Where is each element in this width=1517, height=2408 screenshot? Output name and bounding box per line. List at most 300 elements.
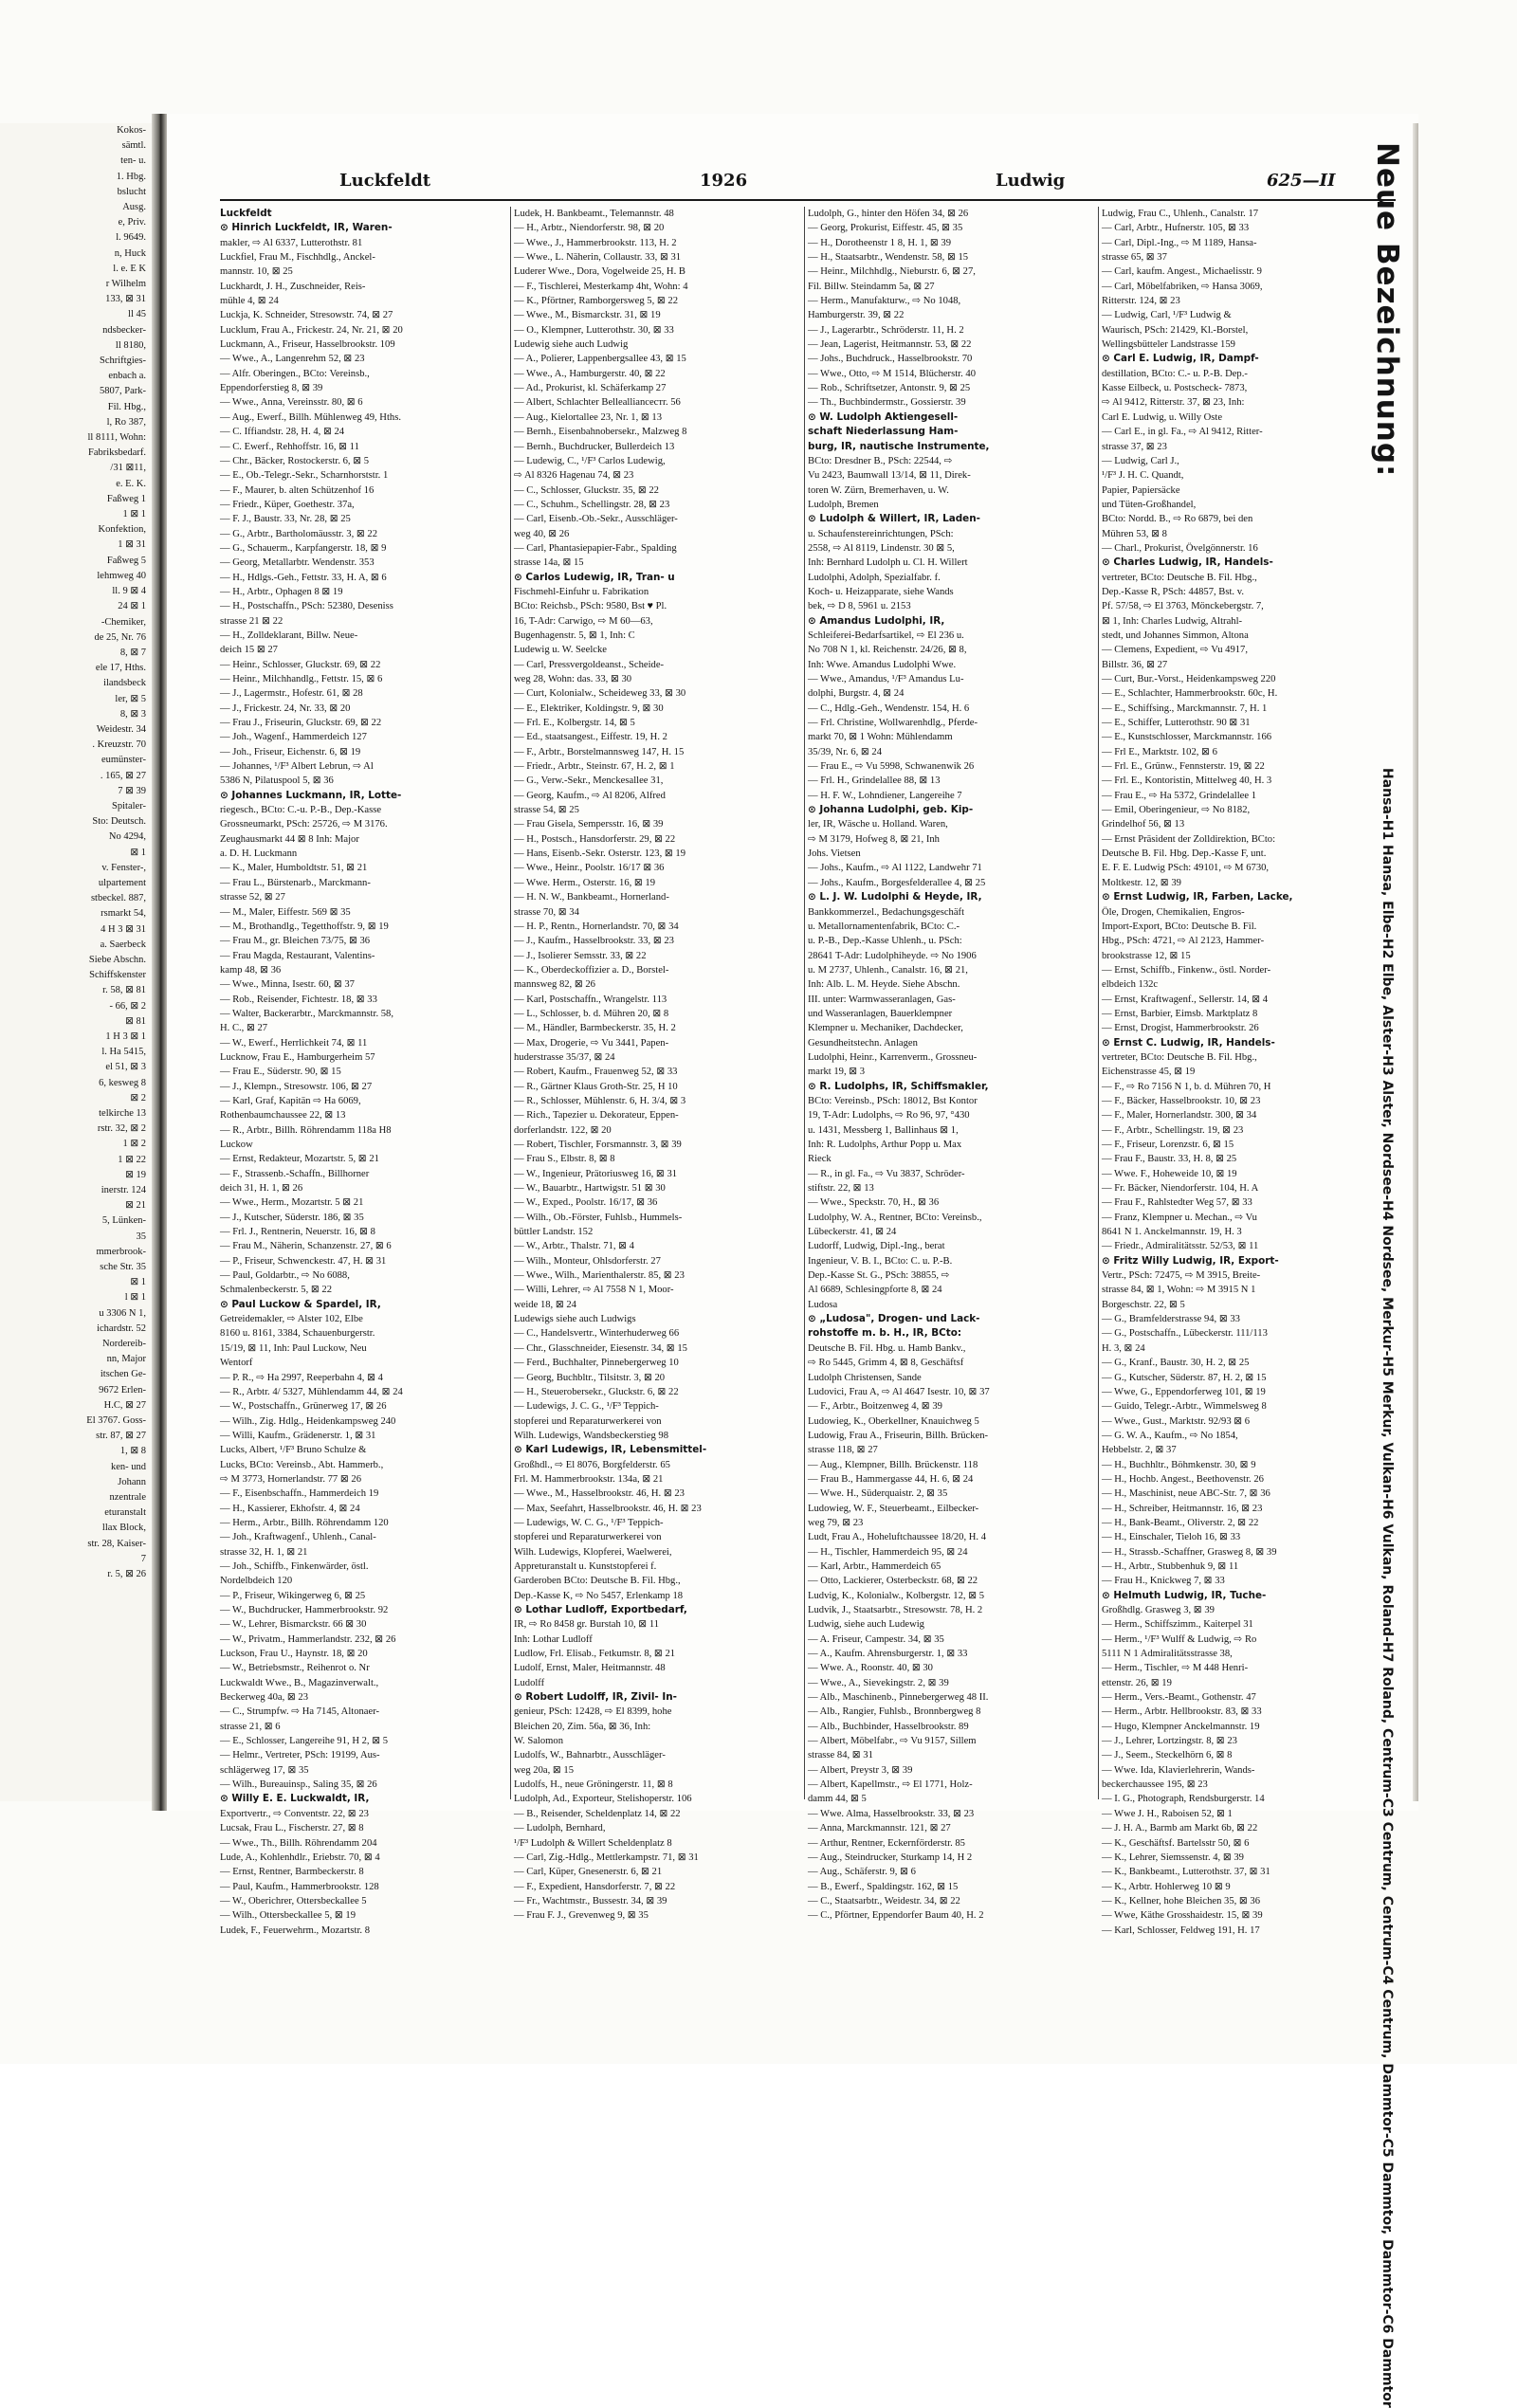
- previous-page-line: Spitaler-: [112, 800, 146, 812]
- previous-page-line: H.C, ⊠ 27: [103, 1399, 146, 1411]
- directory-entry: — Wwe. Herm., Osterstr. 16, ⊠ 19: [514, 877, 656, 888]
- directory-entry: — Ludwig, Carl, ¹/F³ Ludwig &: [1102, 310, 1232, 321]
- directory-entry: — P. R., ⇨ Ha 2997, Reeperbahn 4, ⊠ 4: [220, 1372, 383, 1383]
- directory-entry: — H., Staatsarbtr., Wendenstr. 58, ⊠ 15: [808, 252, 969, 264]
- directory-entry: — J., Klempn., Stresowstr. 106, ⊠ 27: [220, 1081, 373, 1092]
- directory-entry: Großhdlg. Grasweg 3, ⊠ 39: [1102, 1605, 1215, 1615]
- directory-entry: schaft Niederlassung Ham-: [808, 426, 959, 438]
- directory-entry: — H. N. W., Bankbeamt., Hornerland-: [514, 892, 669, 903]
- directory-entry: u. P.-B., Dep.-Kasse Uhlenh., u. PSch:: [808, 936, 962, 947]
- directory-entry: No 708 N 1, kl. Reichenstr. 24/26, ⊠ 8,: [808, 645, 967, 656]
- previous-page-line: ll 45: [128, 309, 146, 320]
- previous-page-line: ⊠ 19: [125, 1169, 146, 1180]
- directory-entry: — K., Maler, Humboldtstr. 51, ⊠ 21: [220, 863, 368, 874]
- directory-entry: — Frl. E., Grünw., Fennsterstr. 19, ⊠ 22: [1102, 761, 1265, 773]
- directory-entry: — Aug., Schäferstr. 9, ⊠ 6: [808, 1867, 916, 1878]
- directory-entry: ⇨ Ro 5445, Grimm 4, ⊠ 8, Geschäftsf: [808, 1358, 964, 1369]
- directory-entry: — Frau J., Friseurin, Gluckstr. 69, ⊠ 22: [220, 718, 382, 729]
- directory-entry: — C. Iffiandstr. 28, H. 4, ⊠ 24: [220, 427, 345, 438]
- directory-entry: Inh: R. Ludolphs, Arthur Popp u. Max: [808, 1140, 962, 1150]
- directory-entry: — Albert, Kapellmstr., ⇨ El 1771, Holz-: [808, 1779, 973, 1791]
- directory-entry: — Frl. E., Kontoristin, Mittelweg 40, H. 3: [1102, 775, 1272, 787]
- directory-entry: — Albert, Preystr 3, ⊠ 39: [808, 1764, 913, 1776]
- directory-entry: Rothenbaumchaussee 22, ⊠ 13: [220, 1110, 346, 1122]
- directory-entry: — A., Polierer, Lappenbergsallee 43, ⊠ 15: [514, 354, 686, 365]
- directory-entry: — Robert, Tischler, Forsmannstr. 3, ⊠ 39: [514, 1140, 682, 1150]
- previous-page-line: nzentrale: [109, 1492, 146, 1504]
- directory-entry: strasse 70, ⊠ 34: [514, 906, 579, 918]
- previous-page-line: l. e. E K: [113, 263, 146, 274]
- directory-entry: — Aug., Klempner, Billh. Brückenstr. 118: [808, 1459, 978, 1470]
- directory-entry: — Ed., staatsangest., Eiffestr. 19, H. 2: [514, 732, 667, 743]
- directory-entry: strasse 14a, ⊠ 15: [514, 557, 584, 569]
- directory-entry: — K., Lehrer, Siemssenstr. 4, ⊠ 39: [1102, 1852, 1244, 1863]
- directory-entry: — Max, Seefahrt, Hasselbrookstr. 46, H. ⊠ 23: [514, 1503, 702, 1514]
- column-divider: [804, 207, 805, 1799]
- directory-entry: Wellingsbütteler Landstrasse 159: [1102, 339, 1235, 351]
- directory-entry: — Wwe., Herm., Mozartstr. 5 ⊠ 21: [220, 1197, 364, 1209]
- directory-entry: — W., Oberichrer, Ottersbeckallee 5: [220, 1895, 367, 1906]
- directory-entry: Lübeckerstr. 41, ⊠ 24: [808, 1227, 897, 1238]
- directory-entry: — Alb., Rangier, Fuhlsb., Bronnbergweg 8: [808, 1706, 981, 1718]
- directory-entry: — Chr., Glasschneider, Eiesenstr. 34, ⊠ 15: [514, 1342, 687, 1354]
- previous-page-line: str. 87, ⊠ 27: [96, 1431, 146, 1442]
- directory-entry: BCto: Nordd. B., ⇨ Ro 6879, bei den: [1102, 514, 1253, 525]
- directory-entry: — Joh., Wagenf., Hammerdeich 127: [220, 732, 367, 743]
- directory-entry: — W., Privatm., Hammerlandstr. 232, ⊠ 26: [220, 1633, 396, 1645]
- directory-entry: — E., Kunstschlosser, Marckmannstr. 166: [1102, 732, 1272, 743]
- directory-entry: — F., Friseur, Lorenzstr. 6, ⊠ 15: [1102, 1140, 1234, 1150]
- directory-entry: Grossneumarkt, PSch: 25726, ⇨ M 3176.: [220, 819, 388, 830]
- directory-entry: Vu 2423, Baumwall 13/14, ⊠ 11, Direk-: [808, 470, 971, 482]
- directory-entry: mannstr. 10, ⊠ 25: [220, 266, 293, 278]
- directory-entry: — Paul, Kaufm., Hammerbrookstr. 128: [220, 1881, 379, 1892]
- directory-entry: BCto: Vereinsb., PSch: 18012, Bst Kontor: [808, 1095, 978, 1106]
- directory-entry: — K., Kellner, hohe Bleichen 35, ⊠ 36: [1102, 1895, 1261, 1906]
- directory-entry: ¹/F³ Ludolph & Willert Scheldenplatz 8: [514, 1837, 672, 1849]
- header-left-word: Luckfeldt: [339, 171, 431, 191]
- directory-entry: ⇨ Al 9412, Ritterstr. 37, ⊠ 23, Inh:: [1102, 397, 1245, 409]
- previous-page-line: 1 ⊠ 31: [118, 539, 146, 551]
- directory-entry: — J., Lagerarbtr., Schröderstr. 11, H. 2: [808, 324, 964, 336]
- directory-entry: Exportvertr., ⇨ Conventstr. 22, ⊠ 23: [220, 1808, 369, 1819]
- directory-entry: — M., Händler, Barmbeckerstr. 35, H. 2: [514, 1023, 676, 1034]
- directory-entry: — Herm., Arbtr., Billh. Röhrendamm 120: [220, 1517, 389, 1528]
- directory-entry: Luckfeldt: [220, 208, 272, 219]
- previous-page-line: 133, ⊠ 31: [105, 294, 146, 305]
- directory-entry: — J. H. A., Barmb am Markt 6b, ⊠ 22: [1102, 1823, 1258, 1834]
- directory-entry: Hebbelstr. 2, ⊠ 37: [1102, 1445, 1177, 1456]
- directory-entry: — J., Kaufm., Hasselbrookstr. 33, ⊠ 23: [514, 936, 674, 947]
- directory-entry: Ludosa: [808, 1299, 838, 1310]
- directory-entry: Lude, A., Kohlenhdlr., Eriebstr. 70, ⊠ 4: [220, 1852, 380, 1863]
- directory-entry: — Clemens, Expedient, ⇨ Vu 4917,: [1102, 645, 1248, 656]
- directory-entry: — Ernst Präsident der Zolldirektion, BCto:: [1102, 833, 1276, 845]
- directory-entry: — Herm., Arbtr. Hellbrookstr. 83, ⊠ 33: [1102, 1706, 1262, 1718]
- directory-entry: Ludolph, G., hinter den Höfen 34, ⊠ 26: [808, 209, 969, 219]
- directory-entry: Borgeschstr. 22, ⊠ 5: [1102, 1299, 1185, 1310]
- directory-entry: 5386 N, Pilatuspool 5, ⊠ 36: [220, 775, 334, 787]
- directory-entry: — Chr., Bäcker, Rostockerstr. 6, ⊠ 5: [220, 455, 370, 466]
- directory-page: [167, 114, 1418, 2408]
- directory-entry: — Georg, Metallarbtr. Wendenstr. 353: [220, 557, 375, 569]
- directory-entry: ⊙ Paul Luckow & Spardel, IR,: [220, 1298, 381, 1310]
- directory-entry: — E., Elektriker, Koldingstr. 9, ⊠ 30: [514, 702, 664, 714]
- directory-entry: — Frau E., ⇨ Ha 5372, Grindelallee 1: [1102, 790, 1257, 801]
- directory-entry: ⊙ W. Ludolph Aktiengesell-: [808, 410, 959, 423]
- directory-entry: — Georg, Buchbltr., Tilsitstr. 3, ⊠ 20: [514, 1372, 666, 1383]
- directory-entry: — Curt, Bur.-Vorst., Heidenkampsweg 220: [1102, 674, 1276, 684]
- previous-page-line: Siebe Abschn.: [88, 954, 146, 965]
- directory-entry: Bleichen 20, Zim. 56a, ⊠ 36, Inh:: [514, 1721, 651, 1732]
- previous-page-line: 1 ⊠ 22: [118, 1154, 146, 1165]
- directory-entry: — W., Arbtr., Thalstr. 71, ⊠ 4: [514, 1241, 634, 1252]
- directory-entry: Inh: Alb. L. M. Heyde. Siehe Abschn.: [808, 979, 960, 991]
- directory-entry: weg 28, Wohn: das. 33, ⊠ 30: [514, 674, 632, 684]
- directory-entry: BCto: Reichsb., PSch: 9580, Bst ♥ Pl.: [514, 601, 667, 612]
- directory-entry: deich 31, H. 1, ⊠ 26: [220, 1183, 303, 1195]
- directory-entry: Carl E. Ludwig, u. Willy Oste: [1102, 411, 1223, 423]
- directory-entry: Ludewigs siehe auch Ludwigs: [514, 1314, 636, 1325]
- directory-entry: — W., Buchdrucker, Hammerbrookstr. 92: [220, 1605, 389, 1615]
- directory-entry: — Th., Buchbindermstr., Gossierstr. 39: [808, 397, 966, 409]
- previous-page-line: 5, Lünken-: [101, 1215, 146, 1227]
- directory-entry: kamp 48, ⊠ 36: [220, 964, 282, 976]
- directory-entry: ⊙ R. Ludolphs, IR, Schiffsmakler,: [808, 1080, 989, 1092]
- previous-page-line: ken- und: [110, 1461, 146, 1472]
- previous-page-line: ichardstr. 52: [97, 1323, 146, 1334]
- directory-entry: — Wwe., M., Hasselbrookstr. 46, H. ⊠ 23: [514, 1488, 685, 1500]
- directory-entry: — F., Arbtr., Boitzenweg 4, ⊠ 39: [808, 1401, 942, 1413]
- directory-entry: — Wwe., Gust., Marktstr. 92/93 ⊠ 6: [1102, 1415, 1251, 1427]
- directory-entry: damm 44, ⊠ 5: [808, 1794, 867, 1805]
- directory-entry: — Johs., Buchdruck., Hasselbrookstr. 70: [808, 354, 973, 365]
- directory-entry: — Wwe. A., Roonstr. 40, ⊠ 30: [808, 1663, 933, 1674]
- directory-entry: Waurisch, PSch: 21429, Kl.-Borstel,: [1102, 324, 1249, 336]
- directory-entry: Lucks, Albert, ¹/F³ Bruno Schulze &: [220, 1445, 367, 1456]
- directory-entry: Ludt, Frau A., Hoheluftchaussee 18/20, H. 4: [808, 1532, 987, 1543]
- directory-entry: und Tüten-Großhandel,: [1102, 499, 1197, 510]
- previous-page-line: r Wilhelm: [105, 279, 146, 290]
- previous-page-line: inerstr. 124: [101, 1185, 146, 1196]
- directory-entry: — Hans, Eisenb.-Sekr. Osterstr. 123, ⊠ 19: [514, 848, 686, 860]
- directory-entry: — W., Lehrer, Bismarckstr. 66 ⊠ 30: [220, 1619, 367, 1631]
- previous-page-line: l. Ha 5415,: [101, 1047, 146, 1058]
- directory-entry: ⊙ Ernst Ludwig, IR, Farben, Lacke,: [1102, 891, 1293, 903]
- directory-entry: — Ludwig, Carl J.,: [1102, 455, 1179, 466]
- directory-entry: — H. F. W., Lohndiener, Langereihe 7: [808, 790, 962, 801]
- directory-entry: — J., Seem., Steckelhörn 6, ⊠ 8: [1102, 1750, 1233, 1761]
- directory-entry: 16, T-Adr: Carwigo, ⇨ M 60—63,: [514, 615, 653, 627]
- directory-entry: Hbg., PSch: 4721, ⇨ Al 2123, Hammer-: [1102, 936, 1265, 947]
- directory-entry: — H., Kassierer, Ekhofstr. 4, ⊠ 24: [220, 1503, 360, 1514]
- directory-entry: — K., Arbtr. Hohlerweg 10 ⊠ 9: [1102, 1881, 1231, 1892]
- previous-page-line: Ausg.: [122, 202, 146, 213]
- directory-entry: — Albert, Schlachter Belleallianceстr. 56: [514, 397, 681, 409]
- directory-entry: — G., Postschaffn., Lübeckerstr. 111/113: [1102, 1328, 1268, 1340]
- directory-entry: — Anna, Marckmannstr. 121, ⊠ 27: [808, 1823, 951, 1834]
- directory-entry: weg 20a, ⊠ 15: [514, 1764, 575, 1776]
- directory-entry: — Wilh., Ob.-Förster, Fuhlsb., Hummels-: [514, 1212, 683, 1223]
- directory-entry: — Ferd., Buchhalter, Pinnebergerweg 10: [514, 1358, 679, 1369]
- column-divider: [510, 207, 511, 1799]
- directory-entry: — H., Arbtr., Stubbenhuk 9, ⊠ 11: [1102, 1560, 1239, 1572]
- directory-entry: — Frl. J., Rentnerin, Neuerstr. 16, ⊠ 8: [220, 1227, 375, 1238]
- directory-entry: — Ludewigs, W. C. G., ¹/F³ Teppich-: [514, 1517, 664, 1528]
- directory-entry: Ludolff: [514, 1677, 545, 1688]
- header-rule: [220, 199, 1396, 201]
- directory-entry: Inh: Wwe. Amandus Ludolphi Wwe.: [808, 659, 957, 670]
- directory-entry: Lucks, BCto: Vereinsb., Abt. Hammerb.,: [220, 1459, 384, 1470]
- directory-entry: Appreturanstalt u. Kunststopferei f.: [514, 1560, 657, 1572]
- directory-entry: strasse 118, ⊠ 27: [808, 1445, 878, 1456]
- directory-entry: — Wwe., Heinr., Poolstr. 16/17 ⊠ 36: [514, 863, 665, 874]
- directory-entry: — Wilh., Bureauinsp., Saling 35, ⊠ 26: [220, 1779, 377, 1791]
- directory-entry: — Wwe., A., Hamburgerstr. 40, ⊠ 22: [514, 368, 666, 379]
- directory-entry: — Alfr. Oberingen., BCto: Vereinsb.,: [220, 368, 370, 379]
- directory-entry: — Aug., Steindrucker, Sturkamp 14, H 2: [808, 1852, 973, 1863]
- directory-entry: — J., Lagermstr., Hofestr. 61, ⊠ 28: [220, 688, 363, 700]
- directory-entry: — Carl, Möbelfabriken, ⇨ Hansa 3069,: [1102, 281, 1263, 292]
- directory-entry: beckerchaussee 195, ⊠ 23: [1102, 1779, 1208, 1791]
- directory-entry: Beckerweg 40a, ⊠ 23: [220, 1692, 309, 1704]
- previous-page-line: telkirche 13: [99, 1108, 146, 1119]
- directory-entry: — Herm., Manufakturw., ⇨ No 1048,: [808, 296, 961, 307]
- directory-entry: — H., Dorotheenstr 1 8, H. 1, ⊠ 39: [808, 237, 951, 248]
- directory-entry: — E., Schlosser, Langereihe 91, H 2, ⊠ 5: [220, 1736, 389, 1747]
- directory-entry: — Heinr., Milchhdlg., Nieburstr. 6, ⊠ 27,: [808, 266, 976, 278]
- directory-entry: — Walter, Backerarbtr., Marckmannstr. 58,: [220, 1008, 393, 1019]
- directory-entry: — Frl E., Marktstr. 102, ⊠ 6: [1102, 746, 1217, 757]
- directory-entry: stopferei und Reparaturwerkerei von: [514, 1415, 662, 1427]
- directory-entry: ⊠ 1, Inh: Charles Ludwig, Altrahl-: [1102, 615, 1243, 627]
- previous-page-line: - 66, ⊠ 2: [109, 1000, 146, 1012]
- directory-entry: Billstr. 36, ⊠ 27: [1102, 659, 1168, 670]
- directory-entry: — F., Bäcker, Hasselbrookstr. 10, ⊠ 23: [1102, 1095, 1261, 1106]
- previous-page-line: de 25, Nr. 76: [94, 631, 146, 643]
- previous-page-line: eumünster-: [101, 755, 146, 766]
- previous-page-line: 1 H 3 ⊠ 1: [105, 1031, 146, 1042]
- directory-entry: strasse 21, ⊠ 6: [220, 1721, 281, 1732]
- directory-entry: Nordelbdeich 120: [220, 1576, 293, 1587]
- directory-entry: Ludolphy, W. A., Rentner, BCto: Vereinsb.,: [808, 1212, 982, 1223]
- directory-entry: u. 1431, Messberg 1, Ballinhaus ⊠ 1,: [808, 1124, 959, 1136]
- previous-page-line: e. E. K.: [116, 478, 146, 489]
- directory-entry: — K., Oberdeckoffizier a. D., Borstel-: [514, 964, 669, 976]
- directory-entry: 15/19, ⊠ 11, Inh: Paul Luckow, Neu: [220, 1342, 367, 1354]
- directory-entry: — R., Arbtr., Billh. Röhrendamm 118a H8: [220, 1124, 392, 1136]
- directory-entry: — Frau E., Süderstr. 90, ⊠ 15: [220, 1067, 341, 1078]
- directory-entry: stopferei und Reparaturwerkerei von: [514, 1532, 662, 1543]
- directory-entry: — B., Ewerf., Spaldingstr. 162, ⊠ 15: [808, 1881, 959, 1892]
- directory-entry: — Wilh., Monteur, Ohlsdorferstr. 27: [514, 1255, 661, 1267]
- directory-entry: dolphi, Burgstr. 4, ⊠ 24: [808, 688, 905, 700]
- directory-entry: — C., Staatsarbtr., Weidestr. 34, ⊠ 22: [808, 1895, 960, 1906]
- directory-entry: — Herm., ¹/F³ Wulff & Ludwig, ⇨ Ro: [1102, 1633, 1257, 1645]
- directory-entry: Ludwig, Frau C., Uhlenh., Canalstr. 17: [1102, 209, 1259, 219]
- directory-entry: — H., Tischler, Hammerdeich 95, ⊠ 24: [808, 1546, 968, 1558]
- directory-entry: Luckow: [220, 1140, 253, 1150]
- directory-entry: Luckja, K. Schneider, Stresowstr. 74, ⊠ 27: [220, 310, 393, 321]
- directory-entry: Gesundheitstechn. Anlagen: [808, 1037, 918, 1049]
- directory-entry: Großhdl., ⇨ El 8076, Borgfelderstr. 65: [514, 1459, 670, 1470]
- directory-entry: rohstoffe m. b. H., IR, BCto:: [808, 1327, 962, 1340]
- directory-entry: — Friedr., Küper, Goethestr. 37a,: [220, 499, 355, 510]
- directory-entry: — Guido, Telegr.-Arbtr., Wimmelsweg 8: [1102, 1401, 1267, 1413]
- directory-entry: — C., Pförtner, Eppendorfer Baum 40, H. 2: [808, 1910, 984, 1922]
- directory-entry: Schmalenbeckerstr. 5, ⊠ 22: [220, 1285, 333, 1296]
- directory-entry: Papier, Papiersäcke: [1102, 484, 1180, 496]
- previous-page-line: str. 28, Kaiser-: [87, 1538, 146, 1549]
- directory-entry: — Ernst, Schiffb., Finkenw., östl. Norder-: [1102, 964, 1271, 976]
- directory-entry: — J., Kutscher, Süderstr. 186, ⊠ 35: [220, 1212, 364, 1223]
- directory-entry: Ludek, F., Feuerwehrm., Mozartstr. 8: [220, 1925, 371, 1936]
- previous-page-line: nn, Major: [106, 1354, 146, 1365]
- directory-entry: — W., Postschaffn., Grünerweg 17, ⊠ 26: [220, 1401, 387, 1413]
- directory-entry: — Wwe., L. Näherin, Collaustr. 33, ⊠ 31: [514, 252, 682, 264]
- directory-entry: burg, IR, nautische Instrumente,: [808, 440, 990, 452]
- directory-entry: — Wwe., M., Bismarckstr. 31, ⊠ 19: [514, 310, 661, 321]
- directory-entry: weide 18, ⊠ 24: [514, 1299, 576, 1310]
- directory-entry: Öle, Drogen, Chemikalien, Engros-: [1102, 906, 1245, 918]
- previous-page-line: 1 ⊠ 2: [122, 1139, 146, 1150]
- directory-entry: markt 19, ⊠ 3: [808, 1067, 866, 1078]
- directory-entry: — Emil, Oberingenieur, ⇨ No 8182,: [1102, 805, 1251, 816]
- directory-entry: — Carl, Zig.-Hdlg., Mettlerkampstr. 71, ⊠ 31: [514, 1852, 699, 1863]
- directory-entry: a. D. H. Luckmann: [220, 848, 298, 860]
- directory-entry: ⊙ Amandus Ludolphi, IR,: [808, 614, 945, 627]
- directory-entry: — Fr., Wachtmstr., Bussestr. 34, ⊠ 39: [514, 1895, 667, 1906]
- directory-entry: — Frau S., Elbstr. 8, ⊠ 8: [514, 1154, 615, 1165]
- directory-entry: — H., Arbtr., Niendorferstr. 98, ⊠ 20: [514, 223, 665, 234]
- directory-entry: Getreidemakler, ⇨ Alster 102, Elbe: [220, 1314, 363, 1325]
- directory-entry: — A., Kaufm. Ahrensburgerstr. 1, ⊠ 33: [808, 1649, 968, 1660]
- directory-entry: ⊙ Willy E. E. Luckwaldt, IR,: [220, 1793, 370, 1805]
- previous-page-line: No 4294,: [108, 831, 146, 843]
- directory-entry: — F., Expedient, Hansdorferstr. 7, ⊠ 22: [514, 1881, 676, 1892]
- directory-entry: — H., Hdlgs.-Geh., Fettstr. 33, H. A, ⊠ 6: [220, 572, 387, 583]
- directory-entry: 19, T-Adr: Ludolphs, ⇨ Ro 96, 97, °430: [808, 1110, 970, 1122]
- directory-entry: strasse 54, ⊠ 25: [514, 805, 579, 816]
- directory-entry: Eichenstrasse 45, ⊠ 19: [1102, 1067, 1196, 1078]
- previous-page-line: l, Ro 387,: [106, 416, 146, 428]
- directory-entry: strasse 32, H. 1, ⊠ 21: [220, 1546, 308, 1558]
- directory-entry: — Karl, Schlosser, Feldweg 191, H. 17: [1102, 1925, 1260, 1936]
- previous-page-line: Nordereib-: [101, 1339, 146, 1350]
- directory-entry: — Ernst, Rentner, Barmbeckerstr. 8: [220, 1867, 364, 1878]
- previous-page-line: e, Priv.: [118, 217, 146, 228]
- directory-entry: — H. P., Rentn., Hornerlandstr. 70, ⊠ 34: [514, 921, 679, 932]
- previous-page-line: ⊠ 2: [130, 1092, 146, 1104]
- directory-entry: — E., Schlachter, Hammerbrookstr. 60c, H.: [1102, 688, 1278, 700]
- directory-entry: — G., Bramfelderstrasse 94, ⊠ 33: [1102, 1314, 1240, 1325]
- directory-entry: Lucklum, Frau A., Frickestr. 24, Nr. 21, ⊠ 20: [220, 324, 403, 336]
- directory-entry: — Carl, Pressvergoldeanst., Scheide-: [514, 659, 665, 670]
- previous-page-line: itschen Ge-: [100, 1369, 146, 1380]
- directory-entry: bek, ⇨ D 8, 5961 u. 2153: [808, 601, 911, 612]
- column-divider: [1098, 207, 1099, 1799]
- previous-page-line: stbeckel. 887,: [90, 893, 146, 904]
- directory-entry: — C., Schlosser, Gluckstr. 35, ⊠ 22: [514, 484, 659, 496]
- directory-entry: ⊙ L. J. W. Ludolphi & Heyde, IR,: [808, 891, 982, 903]
- directory-entry: — H., Einschaler, Tieloh 16, ⊠ 33: [1102, 1532, 1241, 1543]
- directory-entry: Schleiferei-Bedarfsartikel, ⇨ El 236 u.: [808, 629, 964, 641]
- directory-entry: u. Schaufenstereinrichtungen, PSch:: [808, 528, 954, 539]
- directory-entry: — Frau Magda, Restaurant, Valentins-: [220, 950, 375, 961]
- directory-entry: — G. W. A., Kaufm., ⇨ No 1854,: [1102, 1430, 1238, 1441]
- directory-entry: Ludewig siehe auch Ludwig: [514, 339, 629, 351]
- previous-page-line: ⊠ 21: [125, 1200, 146, 1212]
- previous-page-line: Weidestr. 34: [96, 723, 146, 735]
- directory-entry: ⇨ M 3773, Hornerlandstr. 77 ⊠ 26: [220, 1473, 361, 1485]
- directory-entry: Wentorf: [220, 1358, 253, 1369]
- directory-entry: — Johannes, ¹/F³ Albert Lebrun, ⇨ Al: [220, 761, 374, 773]
- directory-entry: Wilh. Ludewigs, Wandsbeckerstieg 98: [514, 1430, 668, 1441]
- previous-page-line: l. 9649.: [116, 232, 146, 244]
- directory-entry: — Frau L., Bürstenarb., Marckmann-: [220, 877, 371, 888]
- directory-entry: ettenstr. 26, ⊠ 19: [1102, 1677, 1172, 1688]
- directory-entry: ⊙ Charles Ludwig, IR, Handels-: [1102, 556, 1273, 569]
- directory-entry: Vertr., PSch: 72475, ⇨ M 3915, Breite-: [1102, 1270, 1261, 1282]
- previous-page-line: Schiffskenster: [89, 970, 146, 981]
- directory-entry: — H., Maschinist, neue ABC-Str. 7, ⊠ 36: [1102, 1488, 1270, 1500]
- directory-entry: ⊙ Johanna Ludolphi, geb. Kip-: [808, 804, 974, 816]
- directory-entry: ⇨ M 3179, Hofweg 8, ⊠ 21, Inh: [808, 833, 940, 845]
- directory-entry: — G., Verw.-Sekr., Menckesallee 31,: [514, 775, 664, 787]
- directory-entry: Ingenieur, V. B. I., BCto: C. u. P.-B.: [808, 1255, 953, 1267]
- previous-page-line: 8, ⊠ 7: [119, 647, 146, 658]
- directory-entry: ⊙ Fritz Willy Ludwig, IR, Export-: [1102, 1254, 1279, 1267]
- directory-entry: — Johs., Kaufm., ⇨ Al 1122, Landwehr 71: [808, 863, 982, 874]
- directory-entry: weg 40, ⊠ 26: [514, 528, 570, 539]
- directory-entry: — Wwe. F., Hoheweide 10, ⊠ 19: [1102, 1168, 1237, 1179]
- directory-entry: riegesch., BCto: C.-u. P.-B., Dep.-Kasse: [220, 805, 382, 816]
- directory-entry: — J., Isolierer Semsstr. 33, ⊠ 22: [514, 950, 647, 961]
- previous-page-line: ⊠ 81: [125, 1015, 146, 1027]
- directory-entry: — Carl, kaufm. Angest., Michaelisstr. 9: [1102, 266, 1262, 278]
- previous-page-line: 35: [136, 1231, 146, 1242]
- directory-entry: — F. J., Baustr. 33, Nr. 28, ⊠ 25: [220, 514, 351, 525]
- previous-page-line: -Chemiker,: [101, 616, 146, 628]
- previous-page-line: El 3767. Goss-: [86, 1415, 146, 1427]
- directory-entry: Moltkestr. 12, ⊠ 39: [1102, 877, 1181, 888]
- directory-entry: — Aug., Ewerf., Billh. Mühlenweg 49, Hths.: [220, 411, 401, 423]
- directory-entry: — R., Gärtner Klaus Groth-Str. 25, H 10: [514, 1081, 678, 1092]
- directory-entry: — Heinr., Schlosser, Gluckstr. 69, ⊠ 22: [220, 659, 381, 670]
- directory-entry: Inh: Lothar Ludloff: [514, 1633, 593, 1645]
- directory-entry: — M., Brothandlg., Tegetthoffstr. 9, ⊠ 19: [220, 921, 389, 932]
- directory-entry: — W., Betriebsmstr., Reihenrot o. Nr: [220, 1663, 370, 1674]
- directory-entry: Ludolfs, W., Bahnarbtr., Ausschläger-: [514, 1750, 666, 1761]
- directory-entry: 8641 N 1. Anckelmannstr. 19, H. 3: [1102, 1227, 1242, 1238]
- directory-entry: Ludolphi, Heinr., Karrenverm., Grossneu-: [808, 1051, 978, 1063]
- directory-entry: schlägerweg 17, ⊠ 35: [220, 1764, 309, 1776]
- directory-entry: — Wwe. H., Süderquaistr. 2, ⊠ 35: [808, 1488, 948, 1500]
- directory-entry: Klempner u. Mechaniker, Dachdecker,: [808, 1023, 963, 1034]
- directory-entry: 5111 N 1 Admiralitätsstrasse 38,: [1102, 1649, 1233, 1660]
- directory-entry: Eppendorferstieg 8, ⊠ 39: [220, 383, 323, 394]
- directory-entry: — J., Frickestr. 24, Nr. 33, ⊠ 20: [220, 702, 351, 714]
- directory-entry: H. C., ⊠ 27: [220, 1023, 268, 1034]
- directory-entry: Ludvik, J., Staatsarbtr., Stresowstr. 78, H. 2: [808, 1605, 983, 1615]
- directory-entry: — Jean, Lagerist, Heitmannstr. 53, ⊠ 22: [808, 339, 972, 351]
- directory-entry: markt 70, ⊠ 1 Wohn: Mühlendamm: [808, 732, 953, 743]
- directory-entry: — H., Schreiber, Heitmannstr. 16, ⊠ 23: [1102, 1503, 1263, 1514]
- directory-entry: ⊙ Hinrich Luckfeldt, IR, Waren-: [220, 222, 393, 234]
- directory-entry: Garderoben BCto: Deutsche B. Fil. Hbg.,: [514, 1576, 681, 1587]
- directory-entry: Ludorff, Ludwig, Dipl.-Ing., berat: [808, 1241, 945, 1252]
- directory-entry: ⊙ Lothar Ludloff, Exportbedarf,: [514, 1604, 687, 1615]
